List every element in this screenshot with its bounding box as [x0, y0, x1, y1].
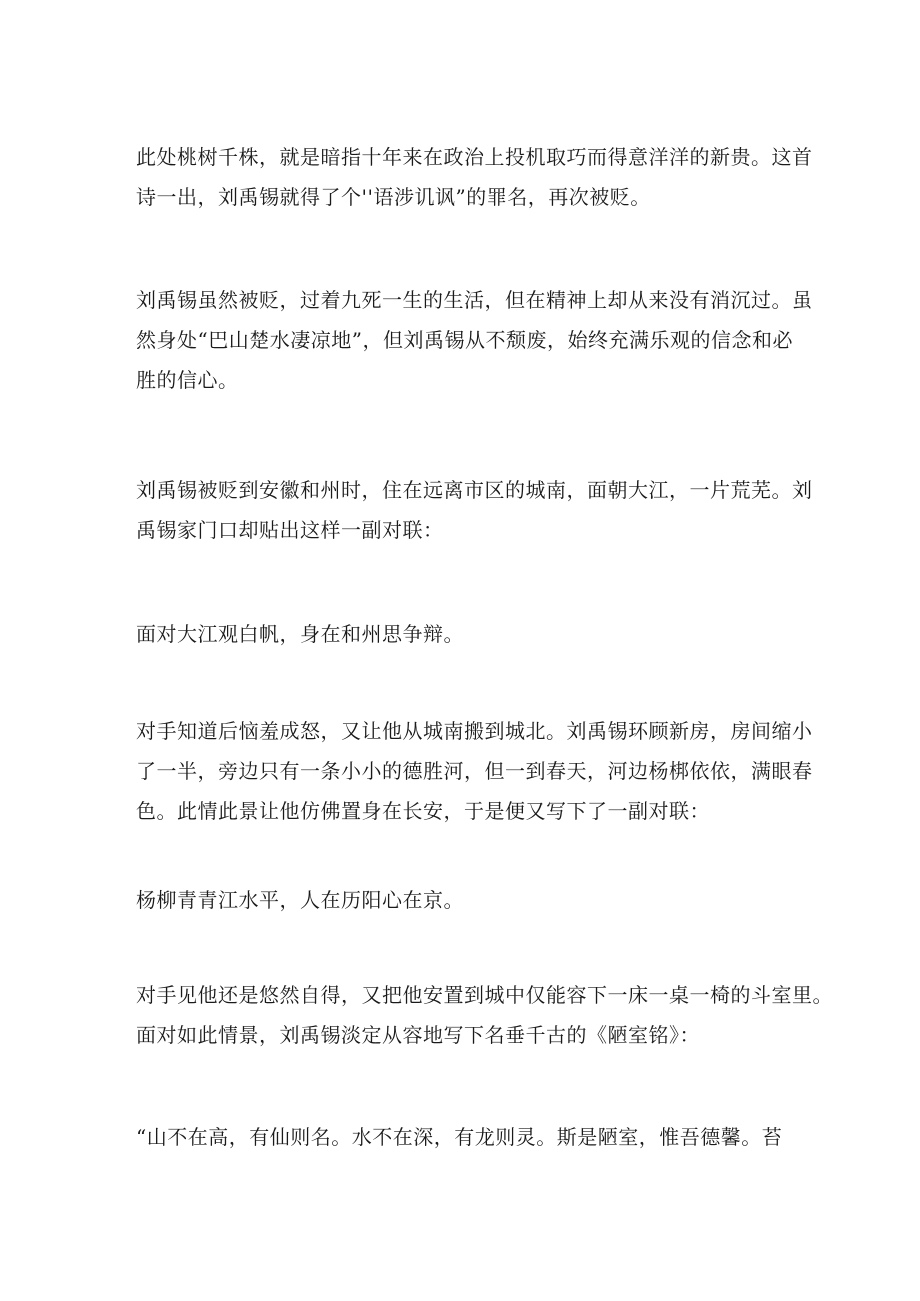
text-line: 杨柳青青江水平，人在历阳心在京。: [136, 888, 464, 912]
text-line: 然身处“巴山楚水凄凉地”，但刘禹锡从不颓废，始终充满乐观的信念和必: [136, 328, 793, 352]
text-line: 刘禹锡虽然被贬，过着九死一生的生活，但在精神上却从来没有消沉过。虽: [136, 288, 813, 312]
text-line: 诗一出，刘禹锡就得了个''语涉讥讽”的罪名，再次被贬。: [136, 185, 651, 209]
paragraph-humble-room: [136, 975, 833, 1055]
couplet-second: [136, 880, 804, 920]
text-line: 禹锡家门口却贴出这样一副对联：: [136, 518, 444, 542]
paragraph-move-north: [136, 711, 813, 831]
text-line: 刘禹锡被贬到安徽和州时，住在远离市区的城南，面朝大江，一片荒芜。刘: [136, 478, 813, 502]
text-line: 对手见他还是悠然自得，又把他安置到城中仅能容下一床一桌一椅的斗室里。: [136, 983, 833, 1007]
text-line: “山不在高，有仙则名。水不在深，有龙则灵。斯是陋室，惟吾德馨。苔: [136, 1125, 783, 1149]
text-line: 面对大江观白帆，身在和州思争辩。: [136, 622, 464, 646]
paragraph-hezhou: [136, 470, 813, 550]
text-line: 此处桃树千株，就是暗指十年来在政治上投机取巧而得意洋洋的新贵。这首: [136, 145, 813, 169]
paragraph-optimism: [136, 280, 813, 400]
text-line: 了一半，旁边只有一条小小的德胜河，但一到春天，河边杨梆依依，满眼春: [136, 759, 813, 783]
quote-lou-shi-ming: [136, 1117, 804, 1157]
text-line: 胜的信心。: [136, 368, 239, 392]
text-line: 面对如此情景，刘禹锡淡定从容地写下名垂千古的《陋室铭》：: [136, 1023, 700, 1047]
text-line: 色。此情此景让他仿佛置身在长安，于是便又写下了一副对联：: [136, 799, 710, 823]
paragraph-peach-trees: [136, 137, 813, 217]
text-line: 对手知道后恼羞成怒，又让他从城南搬到城北。刘禹锡环顾新房，房间缩小: [136, 719, 813, 743]
couplet-first: [136, 614, 804, 654]
